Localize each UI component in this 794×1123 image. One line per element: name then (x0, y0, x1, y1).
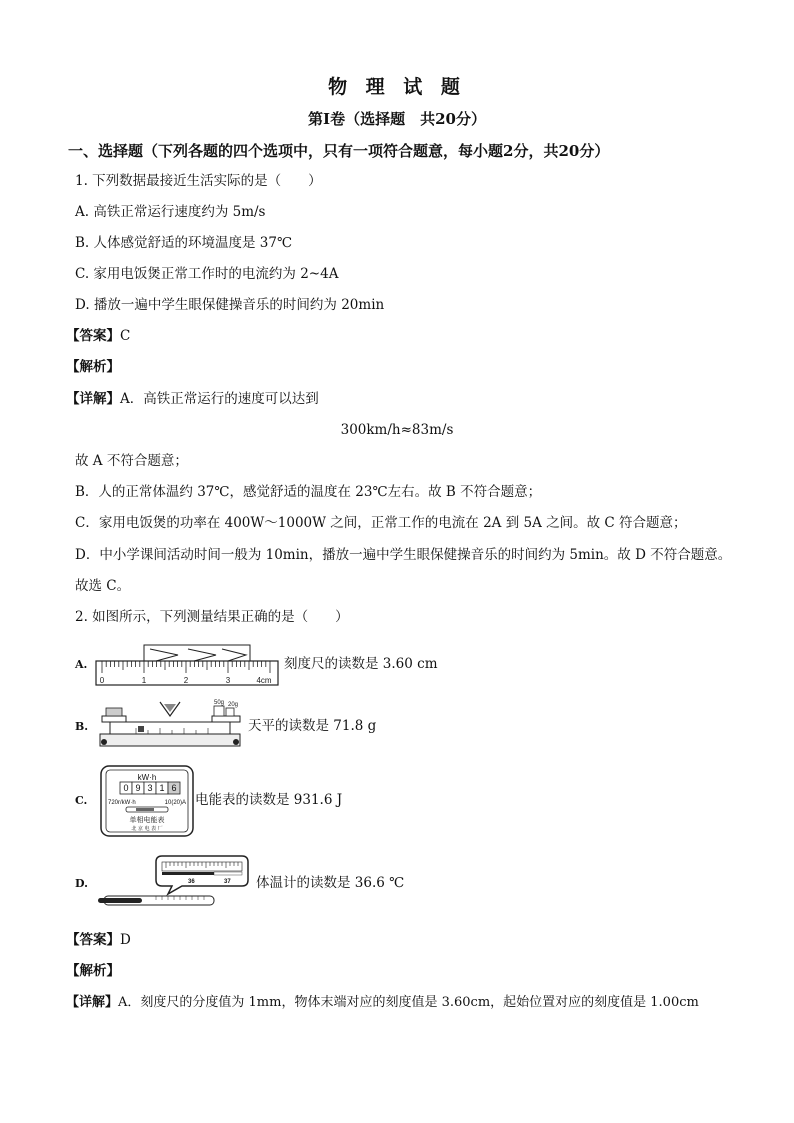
answer-label: 【答案】 (66, 328, 120, 344)
right-pan (212, 716, 240, 722)
question-1-analysis-label: 【解析】 (66, 359, 120, 375)
detail-label: 【详解】 (66, 391, 120, 407)
detail-text: A．刻度尺的分度值为 1mm，物体末端对应的刻度值是 3.60cm，起始位置对应的刻度值是 1.00cm (118, 995, 699, 1010)
ruler-tick-label: 3 (225, 676, 231, 685)
question-1-option-a: A. 高铁正常运行速度约为 5m/s (75, 204, 266, 220)
question-1-conclusion: 故选 C。 (75, 578, 131, 594)
left-pan (102, 716, 126, 722)
ruler-tick-label: 0 (99, 676, 105, 685)
paper-subtitle: 第Ⅰ卷（选择题 共20分） (308, 110, 486, 128)
question-1-stem: 1. 下列数据最接近生活实际的是（ ） (75, 173, 322, 189)
meter-digit: 3 (147, 783, 153, 793)
thermometer-bulb (98, 898, 142, 903)
question-2-detail-a (66, 994, 699, 1012)
question-1-line-d: D．中小学课间活动时间一般为 10min，播放一遍中学生眼保健操音乐的时间约为 5min。故 D 不符合题意。 (75, 547, 732, 563)
detail-label: 【详解】 (66, 995, 119, 1010)
weight-20g (226, 708, 234, 716)
rider (138, 726, 144, 732)
answer-value: D (120, 932, 131, 948)
meter-digit-decimal: 6 (171, 783, 177, 793)
weight-label-20g: 20g (228, 702, 239, 708)
mercury-column (162, 872, 214, 875)
option-d-text: 体温计的读数是 36.6 ℃ (256, 875, 405, 891)
page-title: 物 理 试 题 (328, 76, 466, 98)
weight-50g (214, 706, 224, 716)
ruler-figure (92, 643, 282, 689)
meter-digit: 0 (123, 783, 129, 793)
option-c-letter: C. (75, 794, 88, 807)
meter-unit: kW·h (137, 773, 157, 782)
answer-label: 【答案】 (66, 932, 120, 948)
balance-figure (96, 698, 246, 750)
energy-meter-figure (100, 765, 194, 837)
meter-spec-right: 10(20)A (164, 800, 186, 806)
option-a-letter: A. (75, 658, 88, 671)
ruler-tick-label: 1 (141, 676, 147, 685)
question-1-option-c: C. 家用电饭煲正常工作时的电流约为 2~4A (75, 266, 339, 282)
question-1-detail-a (66, 390, 319, 408)
option-d-letter: D. (75, 877, 88, 890)
question-1-line-a2: 故 A 不符合题意； (75, 453, 188, 469)
meter-spec-left: 720r/kW·h (108, 800, 136, 806)
question-1-answer (66, 327, 130, 345)
meter-maker: 北 京 电 表 厂 (131, 826, 163, 832)
thermo-label-36: 36 (188, 879, 195, 885)
question-2-stem: 2. 如图所示，下列测量结果正确的是（ ） (75, 609, 349, 625)
question-2-analysis-label: 【解析】 (66, 963, 120, 979)
object-on-pan (106, 708, 122, 716)
ruler-tick-label: 4cm (256, 676, 272, 685)
option-c-text: 电能表的读数是 931.6 J (195, 792, 343, 808)
question-1-option-d: D. 播放一遍中学生眼保健操音乐的时间约为 20min (75, 297, 385, 313)
option-b-letter: B. (75, 720, 89, 733)
meter-digit: 9 (135, 783, 141, 793)
balance-base (100, 734, 240, 746)
weight-label-50g: 50g (214, 700, 225, 706)
meter-digit: 1 (159, 783, 165, 793)
question-1-option-b: B. 人体感觉舒适的环境温度是 37℃ (75, 235, 293, 251)
answer-value: C (120, 328, 131, 344)
question-1-formula: 300km/h≈83m/s (340, 422, 454, 438)
balance-beam (110, 722, 230, 734)
question-2-answer (66, 931, 131, 949)
option-b-text: 天平的读数是 71.8 g (248, 718, 377, 734)
thermometer-figure (96, 852, 254, 910)
option-a-text: 刻度尺的读数是 3.60 cm (284, 656, 438, 672)
detail-text: A．高铁正常运行的速度可以达到 (120, 391, 319, 407)
ruler-tick-label: 2 (183, 676, 189, 685)
thermo-label-37: 37 (224, 879, 231, 885)
section-heading: 一、选择题（下列各题的四个选项中，只有一项符合题意，每小题2分，共20分） (68, 142, 610, 160)
question-1-line-c: C．家用电饭煲的功率在 400W～1000W 之间，正常工作的电流在 2A 到 5A 之间。故 C 符合题意； (75, 515, 687, 531)
question-1-line-b: B．人的正常体温约 37℃，感觉舒适的温度在 23℃左右。故 B 不符合题意； (75, 484, 542, 500)
meter-name: 单相电能表 (129, 816, 165, 824)
